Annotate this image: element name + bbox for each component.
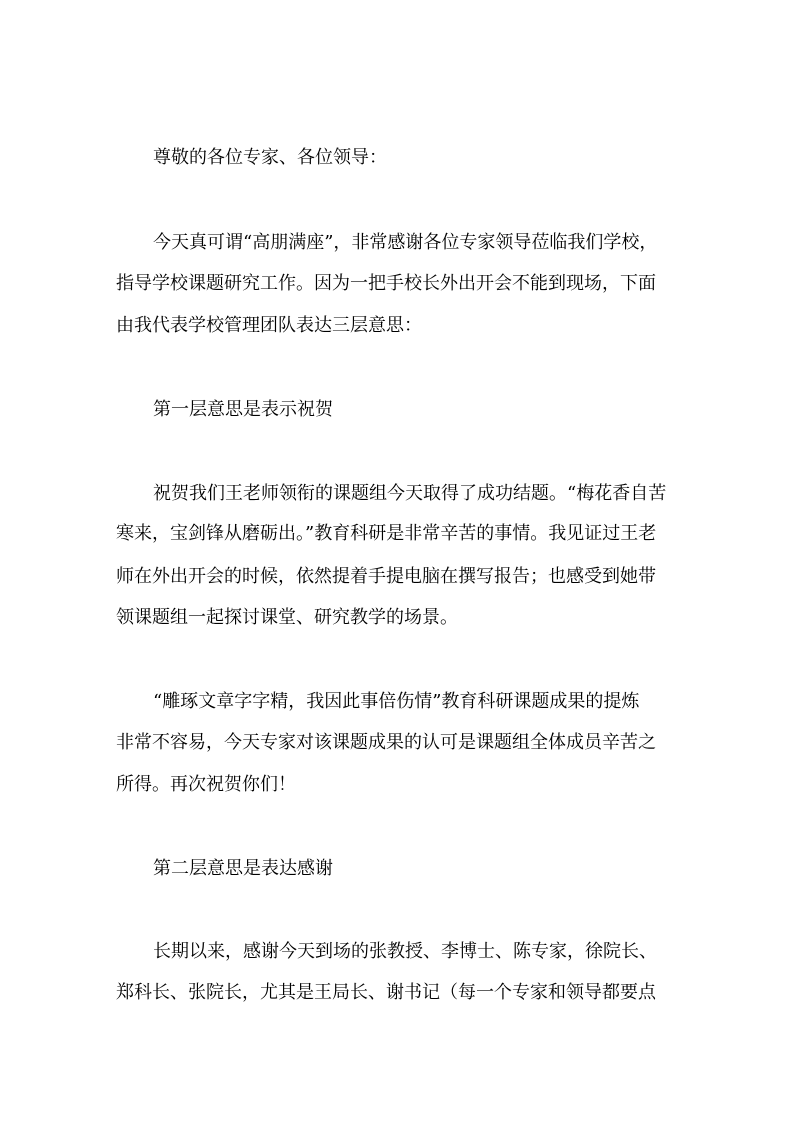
paragraph-4-line-2: 郑科长、张院长，尤其是王局长、谢书记（每一个专家和领导都要点 <box>116 982 656 1003</box>
paragraph-1-line-3: 由我代表学校管理团队表达三层意思： <box>116 315 422 336</box>
paragraph-2-line-4: 领课题组一起探讨课堂、研究教学的场景。 <box>116 607 458 628</box>
paragraph-2-line-1: 祝贺我们王老师领衔的课题组今天取得了成功结题。“梅花香自苦 <box>153 483 667 504</box>
section-heading-2: 第二层意思是表达感谢 <box>153 858 333 879</box>
section-heading-1: 第一层意思是表示祝贺 <box>153 399 333 420</box>
paragraph-3-line-3: 所得。再次祝贺你们！ <box>116 774 296 795</box>
paragraph-3-line-2: 非常不容易，今天专家对该课题成果的认可是课题组全体成员辛苦之 <box>116 732 656 753</box>
paragraph-1-line-2: 指导学校课题研究工作。因为一把手校长外出开会不能到现场，下面 <box>116 273 656 294</box>
paragraph-4-line-1: 长期以来，感谢今天到场的张教授、李博士、陈专家，徐院长、 <box>153 941 657 962</box>
paragraph-2-line-2: 寒来，宝剑锋从磨砺出。”教育科研是非常辛苦的事情。我见证过王老 <box>116 523 657 544</box>
salutation: 尊敬的各位专家、各位领导： <box>153 147 387 168</box>
paragraph-1-line-1: 今天真可谓“高朋满座”，非常感谢各位专家领导莅临我们学校， <box>153 232 658 253</box>
paragraph-3-line-1: “雕琢文章字字精，我因此事倍伤情”教育科研课题成果的提炼 <box>153 691 640 712</box>
paragraph-2-line-3: 师在外出开会的时候，依然提着手提电脑在撰写报告；也感受到她带 <box>116 566 656 587</box>
